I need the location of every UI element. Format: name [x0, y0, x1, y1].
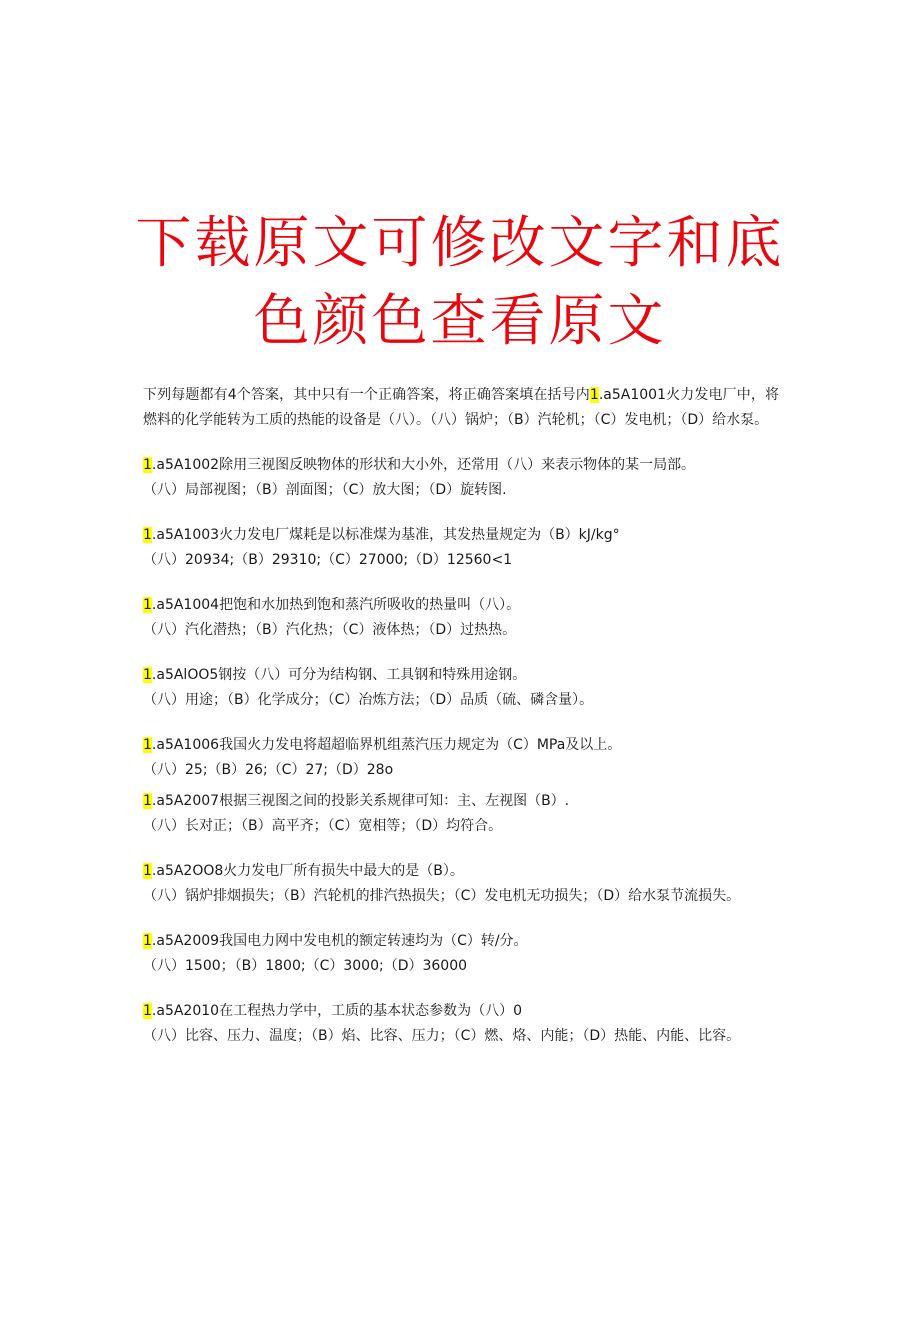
question-5-options: （八）用途；（B）化学成分；（C）冶炼方法；（D）品质（硫、磷含量）。 [143, 692, 594, 708]
question-3-stem: 1.a5A1003火力发电厂煤耗是以标准煤为基准，其发热量规定为（B）kJ∕kg° [143, 527, 620, 543]
question-number-highlight: 1 [143, 667, 152, 683]
question-3-options: （八）20934;（B）29310;（C）27000;（D）12560<1 [143, 552, 513, 568]
question-number-highlight: 1 [143, 527, 152, 543]
question-number-highlight: 1 [589, 387, 599, 403]
question-5-stem: 1.a5AlOO5钢按（八）可分为结构钢、工具钢和特殊用途钢。 [143, 667, 527, 683]
question-8-options: （八）锅炉排烟损失；（B）汽轮机的排汽热损失；（C）发电机无功损失；（D）给水泵节流损失。 [143, 888, 741, 904]
question-list [143, 383, 779, 1049]
question-1-text: .a5A1001火力发电厂中，将燃料的化学能转为工质的热能的设备是（八）。（八）锅炉；（B）汽轮机；（C）发电机；（D）给水泵。 [143, 387, 779, 428]
question-number-highlight: 1 [143, 737, 152, 753]
question-8-stem: 1.a5A2OO8火力发电厂所有损失中最大的是（B）。 [143, 863, 464, 879]
question-number-highlight: 1 [143, 1003, 152, 1019]
question-4-options: （八）汽化潜热；（B）汽化热；（C）液体热；（D）过热热。 [143, 622, 517, 638]
question-6-stem: 1.a5A1006我国火力发电将超超临界机组蒸汽压力规定为（C）MPa及以上。 [143, 737, 622, 753]
question-9-options: （八）1500；（B）1800;（C）3000;（D）36000 [143, 958, 468, 974]
question-7-options: （八）长对正；（B）高平齐；（C）宽相等；（D）均符合。 [143, 818, 503, 834]
banner-line-1: 下载原文可修改文字和底 [135, 211, 785, 276]
question-9-stem: 1.a5A2009我国电力网中发电机的额定转速均为（C）转/分。 [143, 933, 528, 949]
question-number-highlight: 1 [143, 863, 152, 879]
question-number-highlight: 1 [143, 933, 152, 949]
question-number-highlight: 1 [143, 457, 152, 473]
question-number-highlight: 1 [143, 793, 152, 809]
banner-line-2: 色颜色查看原文 [253, 289, 667, 354]
question-number-highlight: 1 [143, 597, 152, 613]
question-2-stem: 1.a5A1002除用三视图反映物体的形状和大小外，还常用（八）来表示物体的某一局部。 [143, 457, 696, 473]
intro-paragraph [143, 383, 779, 433]
question-6-options: （八）25;（B）26;（C）27;（D）28o [143, 762, 394, 778]
question-7-stem: 1.a5A2007根据三视图之间的投影关系规律可知：主、左视图（B）. [143, 793, 570, 809]
intro-lead: 下列每题都有4个答案，其中只有一个正确答案，将正确答案填在括号内 [143, 387, 590, 403]
question-10-options: （八）比容、压力、温度；（B）焰、比容、压力；（C）燃、烙、内能；（D）热能、内能、比容。 [143, 1028, 741, 1044]
question-4-stem: 1.a5A1004把饱和水加热到饱和蒸汽所吸收的热量叫（八）。 [143, 597, 521, 613]
question-2-options: （八）局部视图；（B）剖面图；（C）放大图；（D）旋转图. [143, 482, 507, 498]
question-10-stem: 1.a5A2010在工程热力学中，工质的基本状态参数为（八）0 [143, 1003, 522, 1019]
download-banner [0, 205, 920, 361]
